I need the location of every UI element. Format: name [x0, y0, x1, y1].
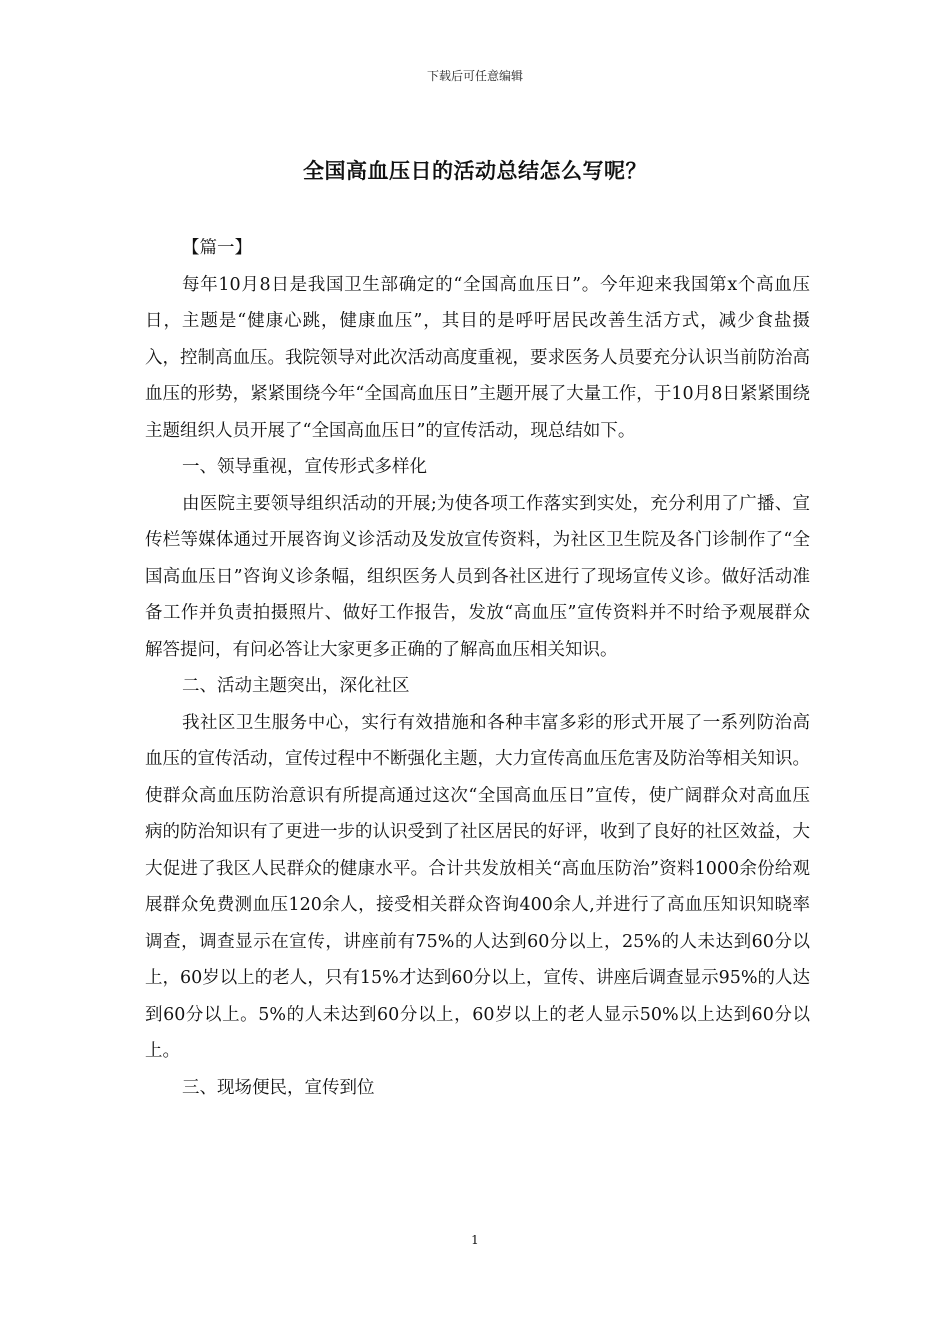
section-heading-1: 一、领导重视，宣传形式多样化 — [182, 457, 427, 477]
paragraph-community: 我社区卫生服务中心，实行有效措施和各种丰富多彩的形式开展了一系列防治高血压的宣传活动，宣传过程中不断强化主题，大力宣传高血压危害及防治等相关知识。使群众高血压防治意识有所提高通过这次“全国高血压日”宣传，使广阔群众对高血压病的防治知识有了更进一步的认识受到了社区居民的好评，收到了良好的社区效益，大大促进了我区人民群众的健康水平。合计共发放相关“高血压防治”资料1000余份给观展群众免费测血压120余人，接受相关群众咨询400余人,并进行了高血压知识知晓率调查，调查显示在宣传，讲座前有75%的人达到60分以上，25%的人未达到60分以上，60岁以上的老人，只有15%才达到60分以上，宣传、讲座后调查显示95%的人达到60分以上。5%的人未达到60分以上，60岁以上的老人显示50%以上达到60分以上。 — [145, 712, 810, 1061]
header-note: 下载后可任意编辑 — [426, 69, 523, 83]
section-heading-2: 二、活动主题突出，深化社区 — [182, 676, 410, 696]
paragraph-leadership: 由医院主要领导组织活动的开展;为使各项工作落实到实处，充分利用了广播、宣传栏等媒体通过开展咨询义诊活动及发放宣传资料，为社区卫生院及各门诊制作了“全国高血压日”咨询义诊条幅，组织医务人员到各社区进行了现场宣传义诊。做好活动准备工作并负责拍摄照片、做好工作报告，发放“高血压”宣传资料并不时给予观展群众解答提问，有问必答让大家更多正确的了解高血压相关知识。 — [145, 493, 810, 660]
section-label: 【篇一】 — [182, 238, 252, 258]
section-heading-3: 三、现场便民，宣传到位 — [182, 1077, 375, 1098]
paragraph-intro: 每年10月8日是我国卫生部确定的“全国高血压日”。今年迎来我国第x个高血压日，主题是“健康心跳，健康血压”，其目的是呼吁居民改善生活方式，减少食盐摄入，控制高血压。我院领导对此次活动高度重视，要求医务人员要充分认识当前防治高血压的形势，紧紧围绕今年“全国高血压日”主题开展了大量工作，于10月8日紧紧围绕主题组织人员开展了“全国高血压日”的宣传活动，现总结如下。 — [145, 274, 810, 441]
document-body — [145, 230, 810, 1106]
document-title: 全国高血压日的活动总结怎么写呢？ — [303, 158, 647, 183]
page-number: 1 — [471, 1233, 479, 1247]
